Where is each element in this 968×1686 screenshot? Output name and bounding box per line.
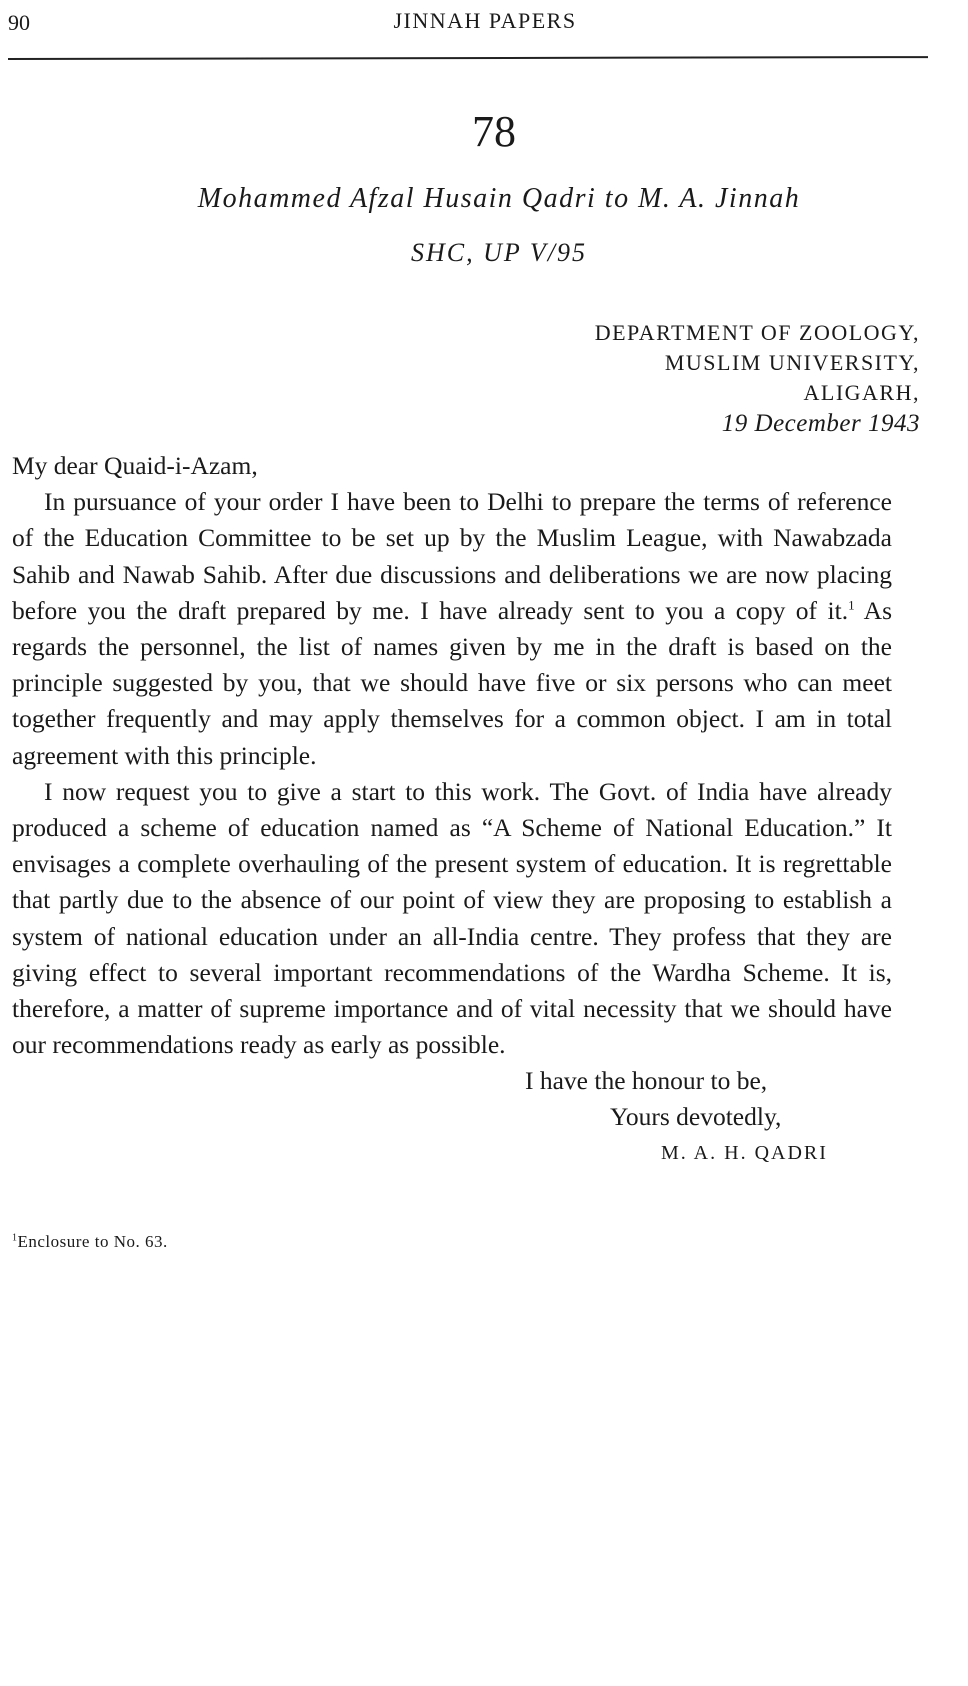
paragraph-1-part-b: As regards the personnel, the list of names given by me in the draft is based on the principle suggested by you, that we should have five or six persons who can meet together frequently and may apply themselves for a common object. I am in total agreement with this principle.	[12, 595, 892, 770]
address-line-city: ALIGARH,	[803, 380, 920, 405]
footnote-reference-mark: 1	[848, 597, 855, 613]
letter-body	[12, 448, 892, 1063]
salutation: My dear Quaid-i-Azam,	[12, 451, 258, 480]
document-heading: Mohammed Afzal Husain Qadri to M. A. Jinnah	[197, 183, 801, 214]
running-title: JINNAH PAPERS	[393, 8, 577, 33]
address-line-university: MUSLIM UNIVERSITY,	[664, 350, 920, 375]
page-number: 90	[8, 10, 30, 35]
paragraph-2: I now request you to give a start to this work. The Govt. of India have already produced a scheme of education named as “A Scheme of National Education.” It envisages a complete overhauling of the present system of education. It is regrettable that partly due to the absence of our point of view they are proposing to establish a system of national education under an all-India centre. They profess that they are giving effect to several important recommendations of the Wardha Scheme. It is, therefore, a matter of supreme importance and of vital necessity that we should have our recommendations ready as early as possible.	[12, 776, 892, 1060]
paragraph-1-part-a: In pursuance of your order I have been to Delhi to prepare the terms of reference of the Education Committee to be set up by the Muslim League, with Nawabzada Sahib and Nawab Sahib. After due discussions and deliberations we are now placing before you the draft prepared by me. I have already sent to you a copy of it.	[12, 487, 892, 625]
closing-line-devotedly: Yours devotedly,	[610, 1102, 782, 1131]
letter-closing	[525, 1063, 828, 1171]
letter-date: 19 December 1943	[721, 410, 920, 437]
footnote	[12, 1232, 168, 1252]
document-number: 78	[472, 107, 516, 156]
header-rule	[8, 56, 928, 60]
paragraph-1	[12, 484, 892, 774]
address-line-department: DEPARTMENT OF ZOOLOGY,	[594, 320, 920, 345]
running-head	[8, 8, 932, 38]
sender-address	[595, 318, 920, 440]
closing-line-honour: I have the honour to be,	[525, 1066, 768, 1095]
footnote-mark: 1	[12, 1232, 18, 1244]
signature-name: M. A. H. QADRI	[661, 1142, 828, 1164]
footnote-text: Enclosure to No. 63.	[17, 1232, 168, 1251]
document-source-reference: SHC, UP V/95	[411, 238, 587, 267]
